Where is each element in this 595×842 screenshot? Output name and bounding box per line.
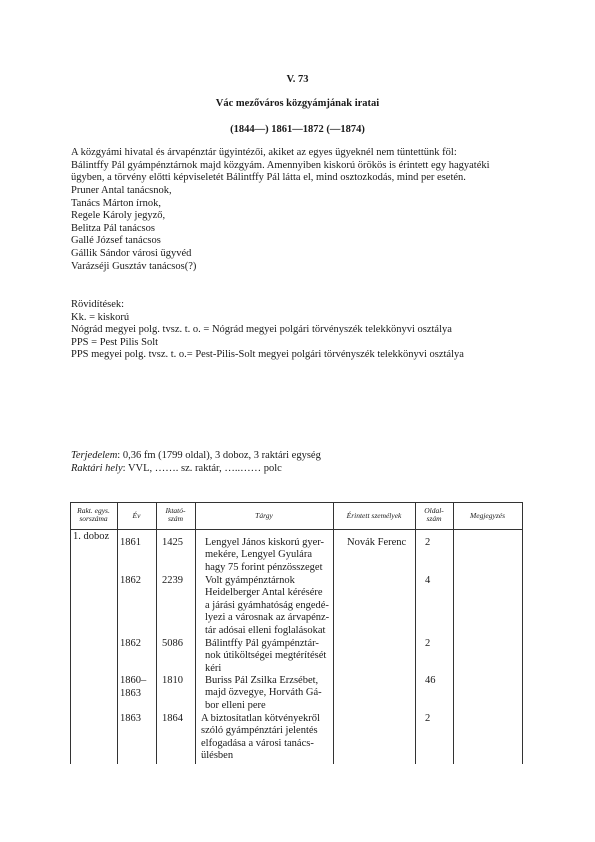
header-text: Tárgy <box>255 511 273 520</box>
row-iktato: 5086 <box>162 638 183 649</box>
targy-line: nok útiköltségei megtérítését <box>205 650 327 662</box>
column-divider <box>415 502 416 764</box>
header-text: Oldal- <box>424 506 444 515</box>
abbreviations <box>71 299 464 362</box>
targy-line: ülésben <box>201 750 234 762</box>
person-list <box>71 185 196 273</box>
person-item: Gállik Sándor városi ügyvéd <box>71 247 192 259</box>
row-year: 1862 <box>120 575 141 586</box>
person-item: Tanács Márton írnok, <box>71 197 161 209</box>
abbreviation-item: PPS megyei polg. tvsz. t. o.= Pest-Pilis-Solt megyei polgári törvényszék telekkönyvi osztálya <box>71 349 464 361</box>
header-text: Megjegyzés <box>470 511 505 520</box>
row-targy <box>205 575 329 637</box>
targy-line: tár adósai elleni foglalásokat <box>205 624 326 636</box>
targy-line: Lengyel János kiskorú gyer- <box>205 537 325 548</box>
header-text: sorszáma <box>79 514 108 523</box>
row-erintett: Novák Ferenc <box>347 537 407 548</box>
header-targy <box>195 512 333 520</box>
records-table <box>70 502 523 764</box>
intro-line: Bálintffy Pál gyámpénztárnok majd közgyám. Amennyiben kiskorú örökös is érintett egy hagyatéki <box>71 159 490 171</box>
abbreviation-item: Kk. = kiskorú <box>71 311 130 323</box>
header-text: szám <box>426 514 442 523</box>
intro-paragraph <box>71 147 490 185</box>
document-dates: (1844—) 1861—1872 (—1874) <box>230 124 365 135</box>
header-rakt <box>70 507 117 523</box>
extent-label: Terjedelem <box>71 450 118 461</box>
targy-line: Buriss Pál Zsilka Erzsébet, <box>205 675 319 686</box>
person-item: Gallé József tanácsos <box>71 235 161 247</box>
person-item: Regele Károly jegyző, <box>71 210 166 222</box>
header-ev <box>117 512 156 520</box>
intro-line: A közgyámi hivatal és árvapénztár ügyintézői, akiket az egyes ügyeknél nem tüntettünk föl: <box>71 147 457 158</box>
targy-line: Heidelberger Antal kérésére <box>205 587 323 599</box>
row-year: 1861 <box>120 537 141 548</box>
targy-line: lyezi a városnak az árvapénz- <box>205 612 330 624</box>
column-divider <box>453 502 454 764</box>
abbreviations-title: Rövidítések: <box>71 299 125 310</box>
row-iktato: 2239 <box>162 575 183 586</box>
person-item: Belitza Pál tanácsos <box>71 222 155 234</box>
storage-value: : VVL, ……. sz. raktár, …..…… polc <box>122 463 282 474</box>
row-iktato: 1864 <box>162 713 183 724</box>
targy-line: Bálintffy Pál gyámpénztár- <box>205 638 319 649</box>
table-border-top <box>70 502 523 503</box>
document-title: Vác mezőváros közgyámjának iratai <box>215 98 380 109</box>
row-oldal: 2 <box>425 713 431 724</box>
targy-line: Volt gyámpénztárnok <box>205 575 295 586</box>
targy-line: mekére, Lengyel Gyulára <box>205 549 312 561</box>
targy-line: hagy 75 forint pénzösszeget <box>205 561 323 573</box>
abbreviation-item: Nógrád megyei polg. tvsz. t. o. = Nógrád megyei polgári törvényszék telekkönyvi osztálya <box>71 324 452 336</box>
column-divider <box>195 502 196 764</box>
person-item: Pruner Antal tanácsnok, <box>71 185 172 196</box>
storage-unit: 1. doboz <box>73 531 110 542</box>
header-text: Érintett személyek <box>346 511 402 520</box>
header-text: Rakt. egys. <box>77 506 110 515</box>
row-oldal: 4 <box>425 575 431 586</box>
row-targy <box>205 638 326 675</box>
header-erintett <box>333 512 415 520</box>
year-line: 1860– <box>120 675 147 686</box>
storage-line <box>71 463 282 476</box>
header-megjegyzes <box>453 512 522 520</box>
intro-line: ügyben, a törvény előtti képviseletét Bálintffy Pál látta el, mind osztozkodás, mind per esetén. <box>71 172 466 184</box>
header-iktato <box>156 507 195 523</box>
targy-line: kéri <box>205 662 222 674</box>
table-header-divider <box>70 529 523 530</box>
targy-line: a járási gyámhatóság engedé- <box>205 599 329 611</box>
header-text: Iktató- <box>165 506 186 515</box>
person-item: Varázséji Gusztáv tanácsos(?) <box>71 260 197 272</box>
row-oldal: 2 <box>425 638 431 649</box>
table-border-right <box>522 502 523 764</box>
row-year: 1862 <box>120 638 141 649</box>
row-year <box>120 675 146 700</box>
row-targy <box>201 713 320 763</box>
column-divider <box>156 502 157 764</box>
targy-line: A biztosítatlan kötvényekről <box>201 713 320 724</box>
table-border-left <box>70 502 71 764</box>
targy-line: majd özvegye, Horváth Gá- <box>205 687 322 699</box>
year-line: 1863 <box>120 687 141 699</box>
row-oldal: 46 <box>425 675 436 686</box>
extent-line <box>71 450 321 463</box>
abbreviation-item: PPS = Pest Pilis Solt <box>71 336 159 348</box>
storage-label: Raktári hely <box>71 463 123 474</box>
header-oldal <box>415 507 453 523</box>
document-code: V. 73 <box>286 74 309 85</box>
targy-line: elfogadása a városi tanács- <box>201 737 314 749</box>
targy-line: bor elleni pere <box>205 699 266 711</box>
row-targy <box>205 675 322 712</box>
row-iktato: 1425 <box>162 537 183 548</box>
row-iktato: 1810 <box>162 675 183 686</box>
header-text: szám <box>167 514 183 523</box>
row-targy <box>205 537 324 574</box>
targy-line: szóló gyámpénztári jelentés <box>201 725 318 737</box>
column-divider <box>333 502 334 764</box>
row-oldal: 2 <box>425 537 431 548</box>
header-text: Év <box>132 511 141 520</box>
row-year: 1863 <box>120 713 141 724</box>
column-divider <box>117 502 118 764</box>
extent-value: : 0,36 fm (1799 oldal), 3 doboz, 3 raktári egység <box>117 450 321 461</box>
